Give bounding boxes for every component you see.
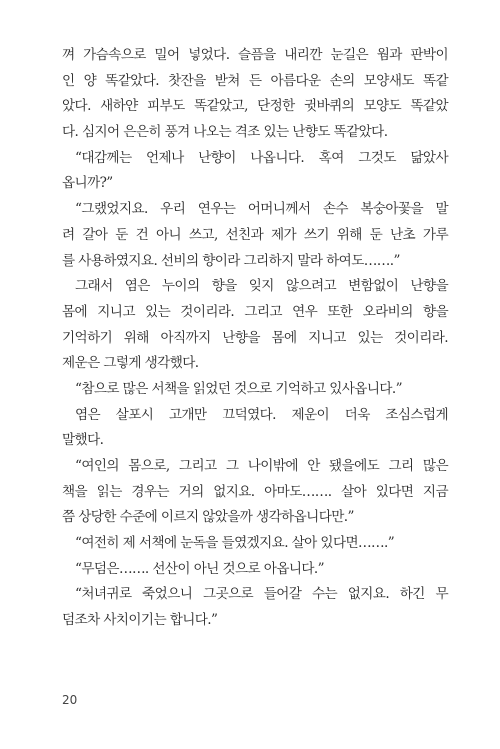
text-line: “그랬었지요. 우리 연우는 어머니께서 손수 복숭아꽃을 말 xyxy=(75,201,448,218)
text-line: 그래서 염은 누이의 향을 잊지 않으려고 변함없이 난향을 xyxy=(75,278,448,295)
text-line: “무덤은……. 선산이 아닌 것으로 아옵니다.” xyxy=(75,560,324,577)
text-line: 았다. 새하얀 피부도 똑같았고, 단정한 귓바퀴의 모양도 똑같았 xyxy=(62,98,448,115)
text-line: 몸에 지니고 있는 것이리라. 그리고 연우 또한 오라비의 향을 xyxy=(62,303,448,320)
text-line: 옵니까?” xyxy=(62,175,113,192)
text-line: 다. 심지어 은은히 풍겨 나오는 격조 있는 난향도 똑같았다. xyxy=(62,124,388,141)
page-number: 20 xyxy=(62,693,78,707)
text-line: 껴 가슴속으로 밀어 넣었다. 슬픔을 내리깐 눈길은 웜과 판박이 xyxy=(62,47,448,63)
text-line: “여인의 몸으로, 그리고 그 나이밖에 안 됐을에도 그리 많은 xyxy=(75,458,448,474)
text-line: 기억하기 위해 아직까지 난향을 몸에 지니고 있는 것이리라. xyxy=(62,329,448,346)
text-line: 덤조차 사치이기는 합니다.” xyxy=(62,612,218,629)
text-line: “참으로 많은 서책을 읽었던 것으로 기억하고 있사옵니다.” xyxy=(75,380,402,397)
text-line: 쯤 상당한 수준에 이르지 않았을까 생각하옵니다만.” xyxy=(62,509,354,526)
text-line: 제운은 그렇게 생각했다. xyxy=(62,355,199,372)
body-text xyxy=(62,43,448,634)
text-line: “여전히 제 서책에 눈독을 들였겠지요. 살아 있다면…….” xyxy=(75,535,395,552)
text-line: 책을 읽는 경우는 거의 없지요. 아마도……. 살아 있다면 지금 xyxy=(62,483,448,500)
text-line: 려 갈아 둔 건 아니 쓰고, 선친과 제가 쓰기 위해 둔 난초 가루 xyxy=(62,226,448,243)
text-line: 말했다. xyxy=(62,432,104,449)
text-line: “처녀귀로 죽었으니 그곳으로 들어갈 수는 없지요. 하긴 무 xyxy=(75,586,448,603)
text-line: 염은 살포시 고개만 끄덕였다. 제운이 더욱 조심스럽게 xyxy=(75,406,448,423)
text-line: “대감께는 언제나 난향이 나옵니다. 혹여 그것도 닮았사 xyxy=(75,149,448,166)
text-line: 를 사용하였지요. 선비의 향이라 그리하지 말라 하여도…….” xyxy=(62,252,400,269)
text-line: 인 양 똑같았다. 찻잔을 받쳐 든 아름다운 손의 모양새도 똑같 xyxy=(62,72,448,89)
